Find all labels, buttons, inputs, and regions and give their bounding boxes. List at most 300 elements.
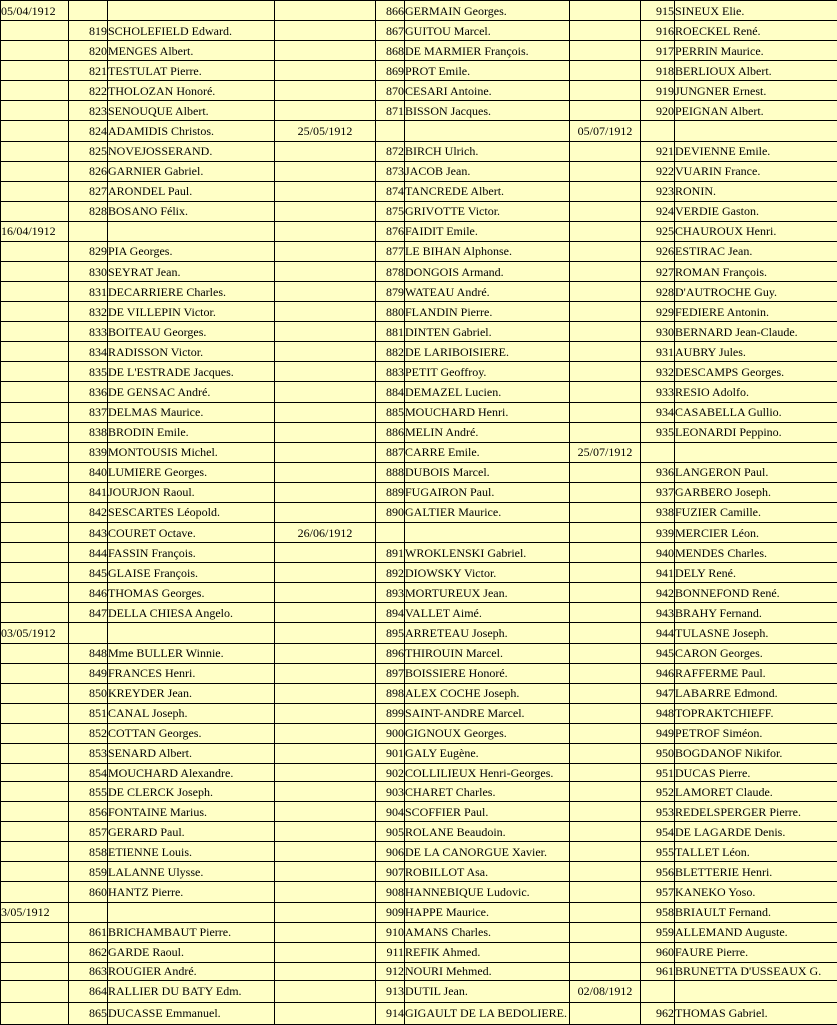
register-name-cell: GARNIER Gabriel. xyxy=(108,161,275,181)
register-num-cell: 908 xyxy=(376,882,405,902)
register-num-cell: 857 xyxy=(69,822,108,842)
register-num-cell: 834 xyxy=(69,342,108,362)
register-date-cell xyxy=(570,61,641,81)
register-num-cell: 881 xyxy=(376,322,405,342)
register-date-cell xyxy=(1,980,69,1002)
register-num-cell: 943 xyxy=(641,603,675,623)
register-name-cell: PETROF Siméon. xyxy=(675,723,837,743)
register-name-cell: GIGNOUX Georges. xyxy=(405,723,570,743)
register-name-cell: THOMAS Georges. xyxy=(108,583,275,603)
register-num-cell: 869 xyxy=(376,61,405,81)
register-date-cell xyxy=(1,942,69,962)
register-date-cell xyxy=(570,1,641,21)
register-num-cell: 957 xyxy=(641,882,675,902)
register-name-cell: FAURE Pierre. xyxy=(675,942,837,962)
register-date-cell xyxy=(275,362,376,382)
register-name-cell xyxy=(108,623,275,643)
register-name-cell: LALANNE Ulysse. xyxy=(108,862,275,882)
register-num-cell: 829 xyxy=(69,241,108,261)
register-num-cell: 895 xyxy=(376,623,405,643)
register-num-cell: 903 xyxy=(376,782,405,802)
register-num-cell: 856 xyxy=(69,802,108,822)
register-name-cell: HANTZ Pierre. xyxy=(108,882,275,902)
register-date-cell xyxy=(570,643,641,663)
register-date-cell xyxy=(1,603,69,623)
register-num-cell: 825 xyxy=(69,141,108,161)
register-num-cell: 909 xyxy=(376,902,405,922)
register-date-cell xyxy=(275,101,376,121)
register-date-cell xyxy=(275,683,376,703)
register-num-cell: 826 xyxy=(69,161,108,181)
register-num-cell xyxy=(641,442,675,462)
register-num-cell: 892 xyxy=(376,563,405,583)
register-date-cell xyxy=(275,922,376,942)
register-num-cell: 925 xyxy=(641,221,675,241)
register-name-cell xyxy=(405,523,570,543)
register-date-cell xyxy=(570,663,641,683)
register-date-cell xyxy=(1,262,69,282)
register-date-cell xyxy=(1,322,69,342)
register-num-cell: 885 xyxy=(376,402,405,422)
register-num-cell: 937 xyxy=(641,482,675,502)
register-date-cell xyxy=(275,663,376,683)
register-date-cell: 3/05/1912 xyxy=(1,902,69,922)
register-date-cell xyxy=(1,382,69,402)
register-name-cell: WROKLENSKI Gabriel. xyxy=(405,543,570,563)
register-num-cell: 853 xyxy=(69,743,108,763)
register-date-cell xyxy=(1,101,69,121)
register-date-cell: 02/08/1912 xyxy=(570,980,641,1002)
register-num-cell: 960 xyxy=(641,942,675,962)
register-num-cell: 912 xyxy=(376,962,405,980)
register-num-cell: 844 xyxy=(69,543,108,563)
register-num-cell: 847 xyxy=(69,603,108,623)
register-date-cell: 25/05/1912 xyxy=(275,121,376,141)
register-num-cell: 945 xyxy=(641,643,675,663)
table-row xyxy=(1,683,837,703)
register-num-cell: 859 xyxy=(69,862,108,882)
register-date-cell xyxy=(1,362,69,382)
table-row xyxy=(1,201,837,221)
table-row xyxy=(1,322,837,342)
register-name-cell: BRIAULT Fernand. xyxy=(675,902,837,922)
register-date-cell xyxy=(1,81,69,101)
register-num-cell: 878 xyxy=(376,262,405,282)
register-date-cell: 05/04/1912 xyxy=(1,1,69,21)
register-date-cell xyxy=(570,282,641,302)
register-date-cell xyxy=(275,980,376,1002)
register-name-cell: PIA Georges. xyxy=(108,241,275,261)
register-name-cell: BOSANO Félix. xyxy=(108,201,275,221)
register-num-cell: 822 xyxy=(69,81,108,101)
register-name-cell: SCOFFIER Paul. xyxy=(405,802,570,822)
register-num-cell: 828 xyxy=(69,201,108,221)
register-date-cell xyxy=(570,262,641,282)
register-num-cell: 838 xyxy=(69,422,108,442)
register-name-cell: GARBERO Joseph. xyxy=(675,482,837,502)
register-date-cell xyxy=(570,141,641,161)
table-row xyxy=(1,141,837,161)
table-row xyxy=(1,241,837,261)
register-date-cell xyxy=(275,962,376,980)
register-num-cell: 851 xyxy=(69,703,108,723)
register-num-cell: 914 xyxy=(376,1002,405,1024)
register-name-cell: TULASNE Joseph. xyxy=(675,623,837,643)
register-num-cell xyxy=(376,523,405,543)
table-row xyxy=(1,543,837,563)
register-num-cell: 921 xyxy=(641,141,675,161)
register-name-cell: RADISSON Victor. xyxy=(108,342,275,362)
register-name-cell: RALLIER DU BATY Edm. xyxy=(108,980,275,1002)
register-date-cell: 25/07/1912 xyxy=(570,442,641,462)
register-name-cell: CESARI Antoine. xyxy=(405,81,570,101)
register-name-cell: SAINT-ANDRE Marcel. xyxy=(405,703,570,723)
register-date-cell xyxy=(1,442,69,462)
table-row xyxy=(1,502,837,522)
register-date-cell xyxy=(570,782,641,802)
register-num-cell: 917 xyxy=(641,41,675,61)
register-name-cell: BRAHY Fernand. xyxy=(675,603,837,623)
register-num-cell: 833 xyxy=(69,322,108,342)
table-row xyxy=(1,842,837,862)
register-num-cell: 846 xyxy=(69,583,108,603)
register-name-cell: REDELSPERGER Pierre. xyxy=(675,802,837,822)
register-date-cell xyxy=(570,842,641,862)
register-num-cell: 897 xyxy=(376,663,405,683)
register-num-cell: 845 xyxy=(69,563,108,583)
register-name-cell: AMANS Charles. xyxy=(405,922,570,942)
register-name-cell: DEVIENNE Emile. xyxy=(675,141,837,161)
register-date-cell xyxy=(1,422,69,442)
register-date-cell xyxy=(1,703,69,723)
register-date-cell xyxy=(1,61,69,81)
register-name-cell: HAPPE Maurice. xyxy=(405,902,570,922)
register-name-cell: BRUNETTA D'USSEAUX G. xyxy=(675,962,837,980)
register-date-cell xyxy=(275,81,376,101)
register-name-cell: CARRE Emile. xyxy=(405,442,570,462)
register-date-cell xyxy=(570,362,641,382)
register-num-cell: 883 xyxy=(376,362,405,382)
register-date-cell xyxy=(570,462,641,482)
register-num-cell: 923 xyxy=(641,181,675,201)
register-date-cell xyxy=(1,41,69,61)
register-num-cell: 904 xyxy=(376,802,405,822)
register-name-cell: VERDIE Gaston. xyxy=(675,201,837,221)
register-num-cell: 870 xyxy=(376,81,405,101)
register-num-cell: 819 xyxy=(69,21,108,41)
register-date-cell xyxy=(275,181,376,201)
register-name-cell: DUCASSE Emmanuel. xyxy=(108,1002,275,1024)
register-name-cell: AUBRY Jules. xyxy=(675,342,837,362)
register-name-cell: DESCAMPS Georges. xyxy=(675,362,837,382)
register-date-cell xyxy=(275,282,376,302)
register-date-cell xyxy=(275,422,376,442)
table-row xyxy=(1,302,837,322)
table-row xyxy=(1,121,837,141)
register-date-cell xyxy=(570,482,641,502)
register-name-cell: THOMAS Gabriel. xyxy=(675,1002,837,1024)
register-name-cell: BERLIOUX Albert. xyxy=(675,61,837,81)
register-num-cell: 841 xyxy=(69,482,108,502)
register-date-cell xyxy=(1,743,69,763)
register-name-cell: DUCAS Pierre. xyxy=(675,763,837,781)
register-num-cell: 849 xyxy=(69,663,108,683)
table-row xyxy=(1,663,837,683)
register-name-cell: MERCIER Léon. xyxy=(675,523,837,543)
register-date-cell: 16/04/1912 xyxy=(1,221,69,241)
table-row xyxy=(1,21,837,41)
register-name-cell: DE LAGARDE Denis. xyxy=(675,822,837,842)
register-date-cell xyxy=(275,382,376,402)
register-num-cell: 910 xyxy=(376,922,405,942)
register-date-cell xyxy=(570,523,641,543)
register-num-cell: 944 xyxy=(641,623,675,643)
register-name-cell: SENOUQUE Albert. xyxy=(108,101,275,121)
register-name-cell: FAIDIT Emile. xyxy=(405,221,570,241)
register-num-cell: 884 xyxy=(376,382,405,402)
register-date-cell xyxy=(570,822,641,842)
register-date-cell xyxy=(1,241,69,261)
register-num-cell: 955 xyxy=(641,842,675,862)
register-num-cell: 871 xyxy=(376,101,405,121)
register-date-cell xyxy=(570,603,641,623)
register-date-cell xyxy=(275,141,376,161)
register-date-cell xyxy=(275,723,376,743)
register-name-cell: GARDE Raoul. xyxy=(108,942,275,962)
register-name-cell xyxy=(405,121,570,141)
register-name-cell: WATEAU André. xyxy=(405,282,570,302)
register-date-cell xyxy=(1,543,69,563)
register-num-cell: 941 xyxy=(641,563,675,583)
register-date-cell xyxy=(570,703,641,723)
register-num-cell: 926 xyxy=(641,241,675,261)
register-num-cell: 931 xyxy=(641,342,675,362)
register-name-cell: DONGOIS Armand. xyxy=(405,262,570,282)
register-num-cell: 823 xyxy=(69,101,108,121)
register-name-cell: SEYRAT Jean. xyxy=(108,262,275,282)
register-num-cell: 929 xyxy=(641,302,675,322)
register-name-cell: DE MARMIER François. xyxy=(405,41,570,61)
table-row xyxy=(1,902,837,922)
register-date-cell xyxy=(1,763,69,781)
register-num-cell: 888 xyxy=(376,462,405,482)
register-num-cell: 918 xyxy=(641,61,675,81)
register-date-cell: 26/06/1912 xyxy=(275,523,376,543)
register-num-cell: 861 xyxy=(69,922,108,942)
register-name-cell: JUNGNER Ernest. xyxy=(675,81,837,101)
register-name-cell: VUARIN France. xyxy=(675,161,837,181)
register-name-cell: NOVEJOSSERAND. xyxy=(108,141,275,161)
register-name-cell: LANGERON Paul. xyxy=(675,462,837,482)
table-row xyxy=(1,763,837,781)
register-date-cell xyxy=(275,583,376,603)
register-num-cell: 946 xyxy=(641,663,675,683)
register-num-cell: 879 xyxy=(376,282,405,302)
register-date-cell xyxy=(275,302,376,322)
register-name-cell: GLAISE François. xyxy=(108,563,275,583)
register-name-cell: MOUCHARD Alexandre. xyxy=(108,763,275,781)
register-num-cell: 954 xyxy=(641,822,675,842)
register-name-cell xyxy=(675,121,837,141)
register-name-cell: PERRIN Maurice. xyxy=(675,41,837,61)
table-row xyxy=(1,362,837,382)
register-date-cell xyxy=(570,81,641,101)
register-name-cell: ALLEMAND Auguste. xyxy=(675,922,837,942)
register-name-cell: ESTIRAC Jean. xyxy=(675,241,837,261)
register-num-cell: 860 xyxy=(69,882,108,902)
register-num-cell: 868 xyxy=(376,41,405,61)
table-row xyxy=(1,922,837,942)
register-date-cell xyxy=(275,543,376,563)
table-row xyxy=(1,822,837,842)
table-row xyxy=(1,181,837,201)
table-row xyxy=(1,723,837,743)
register-num-cell: 840 xyxy=(69,462,108,482)
register-date-cell xyxy=(1,201,69,221)
register-num-cell xyxy=(69,902,108,922)
register-name-cell: SESCARTES Léopold. xyxy=(108,502,275,522)
register-date-cell xyxy=(1,962,69,980)
register-num-cell: 901 xyxy=(376,743,405,763)
table-row xyxy=(1,743,837,763)
register-date-cell xyxy=(275,743,376,763)
register-num-cell: 836 xyxy=(69,382,108,402)
register-num-cell: 915 xyxy=(641,1,675,21)
table-row xyxy=(1,942,837,962)
register-date-cell xyxy=(570,902,641,922)
register-name-cell: FUGAIRON Paul. xyxy=(405,482,570,502)
register-name-cell: FEDIERE Antonin. xyxy=(675,302,837,322)
register-name-cell: DE CLERCK Joseph. xyxy=(108,782,275,802)
register-num-cell: 936 xyxy=(641,462,675,482)
register-num-cell: 942 xyxy=(641,583,675,603)
register-date-cell xyxy=(570,922,641,942)
register-name-cell: HANNEBIQUE Ludovic. xyxy=(405,882,570,902)
register-num-cell xyxy=(69,221,108,241)
register-num-cell: 896 xyxy=(376,643,405,663)
register-name-cell: THIROUIN Marcel. xyxy=(405,643,570,663)
register-name-cell: VALLET Aimé. xyxy=(405,603,570,623)
register-num-cell: 848 xyxy=(69,643,108,663)
register-num-cell: 939 xyxy=(641,523,675,543)
register-date-cell xyxy=(1,583,69,603)
register-num-cell: 900 xyxy=(376,723,405,743)
register-name-cell: ADAMIDIS Christos. xyxy=(108,121,275,141)
register-name-cell: LUMIERE Georges. xyxy=(108,462,275,482)
register-name-cell: CHAUROUX Henri. xyxy=(675,221,837,241)
register-date-cell: 05/07/1912 xyxy=(570,121,641,141)
register-date-cell xyxy=(275,703,376,723)
table-row xyxy=(1,1002,837,1024)
table-row xyxy=(1,802,837,822)
register-name-cell: BOGDANOF Nikifor. xyxy=(675,743,837,763)
register-name-cell: PROT Emile. xyxy=(405,61,570,81)
register-num-cell: 843 xyxy=(69,523,108,543)
register-num-cell: 951 xyxy=(641,763,675,781)
table-row xyxy=(1,583,837,603)
register-name-cell: ARRETEAU Joseph. xyxy=(405,623,570,643)
register-name-cell: RESIO Adolfo. xyxy=(675,382,837,402)
register-date-cell xyxy=(275,221,376,241)
register-name-cell: BERNARD Jean-Claude. xyxy=(675,322,837,342)
register-date-cell xyxy=(570,342,641,362)
table-row xyxy=(1,402,837,422)
register-date-cell xyxy=(275,21,376,41)
register-num-cell: 934 xyxy=(641,402,675,422)
register-date-cell xyxy=(1,563,69,583)
register-date-cell xyxy=(1,502,69,522)
register-num-cell: 952 xyxy=(641,782,675,802)
register-name-cell: PEIGNAN Albert. xyxy=(675,101,837,121)
table-row xyxy=(1,623,837,643)
register-date-cell xyxy=(1,21,69,41)
register-date-cell xyxy=(570,763,641,781)
register-num-cell: 924 xyxy=(641,201,675,221)
register-name-cell: BIRCH Ulrich. xyxy=(405,141,570,161)
table-row xyxy=(1,442,837,462)
register-num-cell: 875 xyxy=(376,201,405,221)
register-name-cell: DUTIL Jean. xyxy=(405,980,570,1002)
register-date-cell xyxy=(1,782,69,802)
register-name-cell: DIOWSKY Victor. xyxy=(405,563,570,583)
register-name-cell: GRIVOTTE Victor. xyxy=(405,201,570,221)
register-name-cell: CHARET Charles. xyxy=(405,782,570,802)
register-name-cell: LAMORET Claude. xyxy=(675,782,837,802)
register-num-cell: 842 xyxy=(69,502,108,522)
register-num-cell: 876 xyxy=(376,221,405,241)
register-name-cell xyxy=(108,902,275,922)
register-name-cell: RAFFERME Paul. xyxy=(675,663,837,683)
register-num-cell: 862 xyxy=(69,942,108,962)
register-num-cell: 877 xyxy=(376,241,405,261)
register-name-cell: GERARD Paul. xyxy=(108,822,275,842)
register-date-cell xyxy=(275,782,376,802)
register-num-cell: 933 xyxy=(641,382,675,402)
register-name-cell: BLETTERIE Henri. xyxy=(675,862,837,882)
register-num-cell xyxy=(641,121,675,141)
register-name-cell: COLLILIEUX Henri-Georges. xyxy=(405,763,570,781)
register-date-cell xyxy=(1,862,69,882)
register-date-cell xyxy=(570,302,641,322)
register-name-cell: MONTOUSIS Michel. xyxy=(108,442,275,462)
register-num-cell: 958 xyxy=(641,902,675,922)
register-name-cell: BOISSIERE Honoré. xyxy=(405,663,570,683)
register-num-cell: 953 xyxy=(641,802,675,822)
register-num-cell: 959 xyxy=(641,922,675,942)
register-date-cell xyxy=(570,241,641,261)
register-date-cell xyxy=(275,161,376,181)
register-name-cell: GALY Eugène. xyxy=(405,743,570,763)
register-date-cell xyxy=(570,623,641,643)
register-num-cell: 821 xyxy=(69,61,108,81)
register-date-cell xyxy=(275,623,376,643)
register-date-cell xyxy=(275,241,376,261)
register-date-cell xyxy=(570,862,641,882)
register-name-cell: JACOB Jean. xyxy=(405,161,570,181)
register-num-cell: 827 xyxy=(69,181,108,201)
register-date-cell xyxy=(1,282,69,302)
table-row xyxy=(1,101,837,121)
register-num-cell: 930 xyxy=(641,322,675,342)
register-name-cell: JOURJON Raoul. xyxy=(108,482,275,502)
register-date-cell xyxy=(275,942,376,962)
register-date-cell xyxy=(570,683,641,703)
register-num-cell: 858 xyxy=(69,842,108,862)
register-num-cell xyxy=(69,1,108,21)
register-name-cell: TOPRAKTCHIEFF. xyxy=(675,703,837,723)
register-date-cell xyxy=(1,342,69,362)
table-row xyxy=(1,703,837,723)
